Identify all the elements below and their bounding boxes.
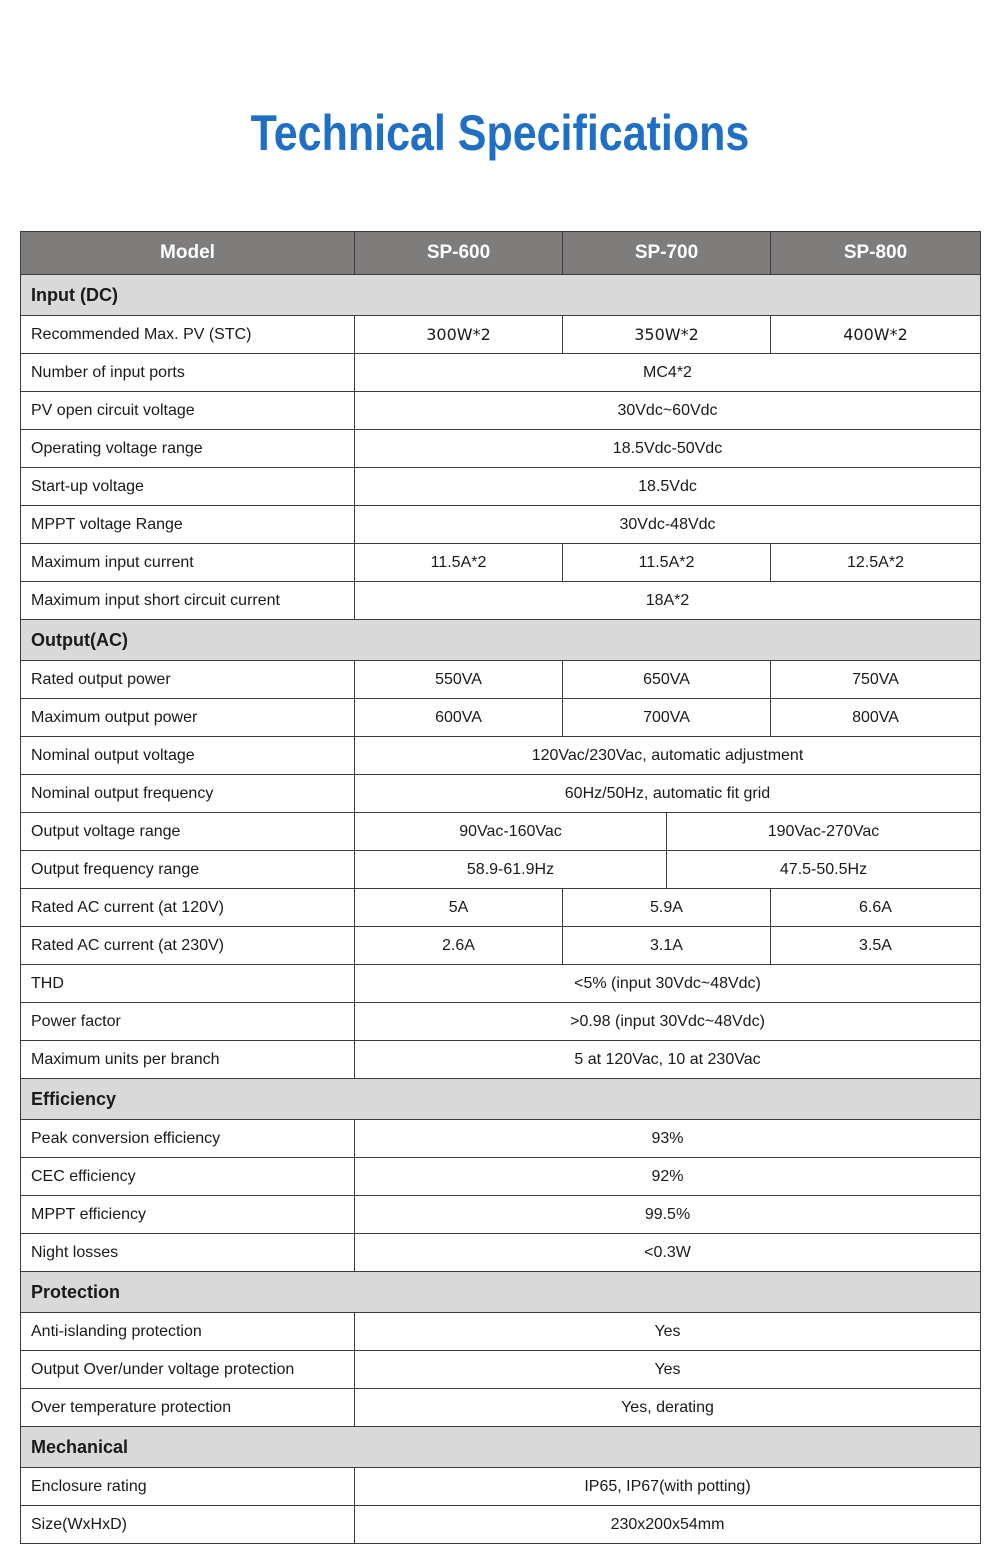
spec-value: 18.5Vdc: [355, 468, 981, 506]
spec-label: Maximum output power: [21, 699, 355, 737]
spec-value: 18A*2: [355, 582, 981, 620]
spec-label: Start-up voltage: [21, 468, 355, 506]
spec-label: Rated AC current (at 230V): [21, 927, 355, 965]
spec-row: [21, 1158, 981, 1196]
spec-label: Rated output power: [21, 661, 355, 699]
spec-row: [21, 392, 981, 430]
spec-value: 90Vac-160Vac: [355, 813, 667, 851]
spec-label: Over temperature protection: [21, 1389, 355, 1427]
header-row: [21, 232, 981, 275]
spec-row: [21, 506, 981, 544]
spec-row: [21, 544, 981, 582]
spec-value: <0.3W: [355, 1234, 981, 1272]
spec-value: 600VA: [355, 699, 563, 737]
section-title: Mechanical: [21, 1427, 981, 1468]
spec-value: 700VA: [563, 699, 771, 737]
section-title: Efficiency: [21, 1079, 981, 1120]
spec-label: Maximum input short circuit current: [21, 582, 355, 620]
spec-label: Nominal output voltage: [21, 737, 355, 775]
spec-row: [21, 889, 981, 927]
section-row: [21, 275, 981, 316]
spec-value: MC4*2: [355, 354, 981, 392]
spec-label: Number of input ports: [21, 354, 355, 392]
spec-value: 30Vdc~60Vdc: [355, 392, 981, 430]
spec-label: Night losses: [21, 1234, 355, 1272]
spec-label: Nominal output frequency: [21, 775, 355, 813]
spec-label: MPPT voltage Range: [21, 506, 355, 544]
spec-label: Maximum units per branch: [21, 1041, 355, 1079]
spec-label: Rated AC current (at 120V): [21, 889, 355, 927]
spec-value: Yes: [355, 1313, 981, 1351]
page-title: Technical Specifications: [250, 105, 750, 161]
spec-label: Size(WxHxD): [21, 1506, 355, 1544]
spec-value: 30Vdc-48Vdc: [355, 506, 981, 544]
spec-value: 750VA: [771, 661, 981, 699]
spec-table: [20, 231, 981, 1544]
spec-value: 650VA: [563, 661, 771, 699]
spec-value: 6.6A: [771, 889, 981, 927]
spec-value: 92%: [355, 1158, 981, 1196]
spec-value: 58.9-61.9Hz: [355, 851, 667, 889]
section-title: Input (DC): [21, 275, 981, 316]
header-sp-600: SP-600: [355, 232, 563, 275]
spec-row: [21, 1041, 981, 1079]
spec-label: Anti-islanding protection: [21, 1313, 355, 1351]
spec-value: 18.5Vdc-50Vdc: [355, 430, 981, 468]
spec-label: Enclosure rating: [21, 1468, 355, 1506]
spec-value: <5% (input 30Vdc~48Vdc): [355, 965, 981, 1003]
spec-value: 550VA: [355, 661, 563, 699]
spec-label: THD: [21, 965, 355, 1003]
spec-row: [21, 1196, 981, 1234]
spec-row: [21, 851, 981, 889]
spec-label: PV open circuit voltage: [21, 392, 355, 430]
spec-value: 12.5A*2: [771, 544, 981, 582]
spec-value: 5 at 120Vac, 10 at 230Vac: [355, 1041, 981, 1079]
spec-value: 3.5A: [771, 927, 981, 965]
section-row: [21, 1427, 981, 1468]
spec-value: 230x200x54mm: [355, 1506, 981, 1544]
spec-value: 5A: [355, 889, 563, 927]
spec-label: Operating voltage range: [21, 430, 355, 468]
spec-row: [21, 582, 981, 620]
spec-value: Yes: [355, 1351, 981, 1389]
spec-row: [21, 1468, 981, 1506]
spec-row: [21, 1234, 981, 1272]
spec-label: CEC efficiency: [21, 1158, 355, 1196]
spec-row: [21, 927, 981, 965]
spec-value: 190Vac-270Vac: [667, 813, 981, 851]
spec-value: IP65, IP67(with potting): [355, 1468, 981, 1506]
spec-row: [21, 354, 981, 392]
spec-row: [21, 1003, 981, 1041]
section-row: [21, 620, 981, 661]
section-title: Protection: [21, 1272, 981, 1313]
spec-label: Peak conversion efficiency: [21, 1120, 355, 1158]
spec-row: [21, 661, 981, 699]
spec-value: 99.5%: [355, 1196, 981, 1234]
spec-body: [21, 275, 981, 1544]
spec-row: [21, 775, 981, 813]
spec-value: 800VA: [771, 699, 981, 737]
spec-row: [21, 1351, 981, 1389]
header-sp-700: SP-700: [563, 232, 771, 275]
spec-value: 3.1A: [563, 927, 771, 965]
spec-row: [21, 699, 981, 737]
spec-value: 2.6A: [355, 927, 563, 965]
spec-row: [21, 1313, 981, 1351]
section-row: [21, 1272, 981, 1313]
spec-value: 11.5A*2: [355, 544, 563, 582]
spec-label: Output Over/under voltage protection: [21, 1351, 355, 1389]
section-title: Output(AC): [21, 620, 981, 661]
spec-label: Recommended Max. PV (STC): [21, 316, 355, 354]
spec-value: 350W*2: [563, 316, 771, 354]
header-sp-800: SP-800: [771, 232, 981, 275]
spec-label: Maximum input current: [21, 544, 355, 582]
spec-label: Output frequency range: [21, 851, 355, 889]
spec-row: [21, 1506, 981, 1544]
spec-value: 300W*2: [355, 316, 563, 354]
spec-row: [21, 813, 981, 851]
spec-row: [21, 430, 981, 468]
spec-row: [21, 468, 981, 506]
spec-row: [21, 1389, 981, 1427]
spec-label: MPPT efficiency: [21, 1196, 355, 1234]
header-model: Model: [21, 232, 355, 275]
spec-value: 400W*2: [771, 316, 981, 354]
spec-value: 60Hz/50Hz, automatic fit grid: [355, 775, 981, 813]
spec-value: 5.9A: [563, 889, 771, 927]
spec-value: 47.5-50.5Hz: [667, 851, 981, 889]
spec-row: [21, 965, 981, 1003]
spec-row: [21, 737, 981, 775]
spec-label: Output voltage range: [21, 813, 355, 851]
spec-row: [21, 1120, 981, 1158]
spec-label: Power factor: [21, 1003, 355, 1041]
spec-row: [21, 316, 981, 354]
spec-value: 11.5A*2: [563, 544, 771, 582]
spec-value: Yes, derating: [355, 1389, 981, 1427]
spec-value: 120Vac/230Vac, automatic adjustment: [355, 737, 981, 775]
section-row: [21, 1079, 981, 1120]
spec-value: 93%: [355, 1120, 981, 1158]
spec-value: >0.98 (input 30Vdc~48Vdc): [355, 1003, 981, 1041]
